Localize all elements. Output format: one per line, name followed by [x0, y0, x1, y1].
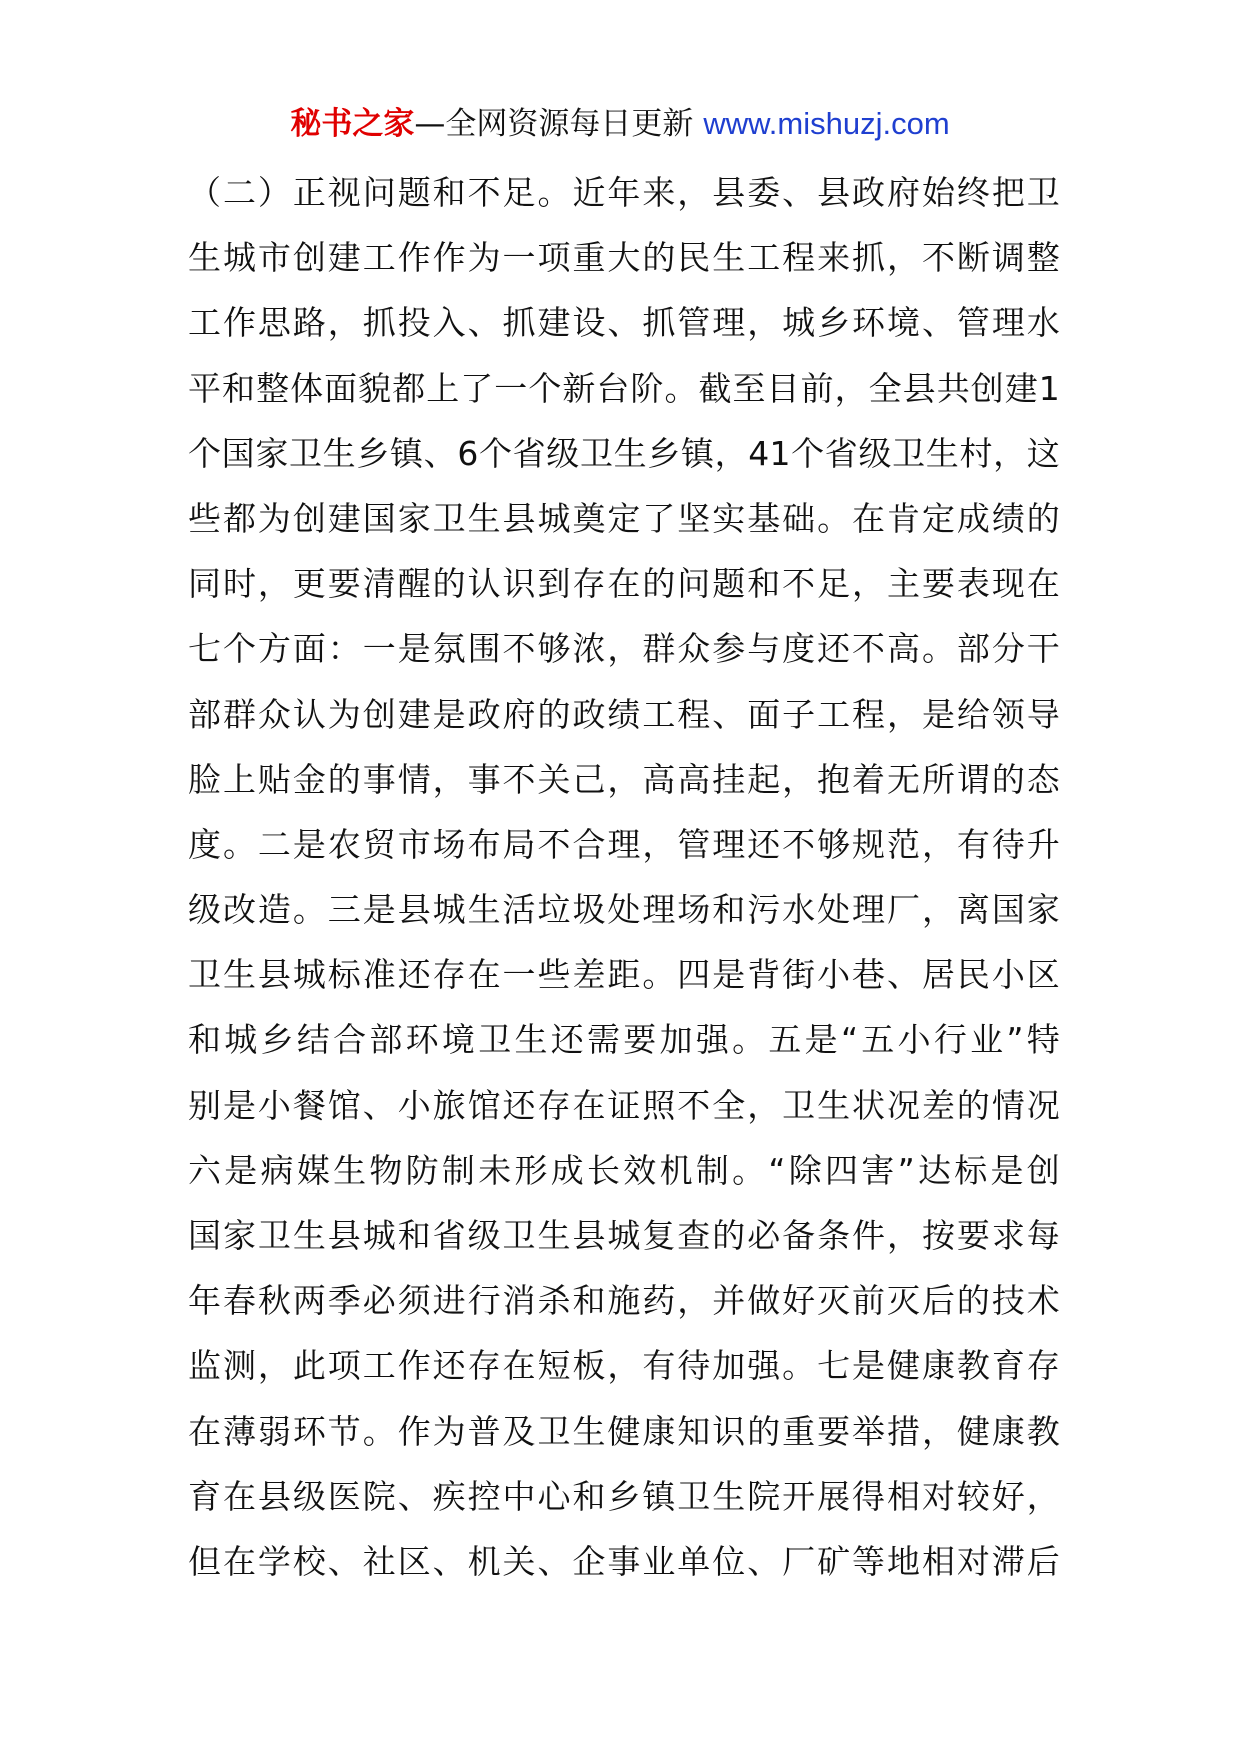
body-line-9: 部群众认为创建是政府的政绩工程、面子工程，是给领导	[188, 694, 1060, 734]
body-line-6: 些都为创建国家卫生县城奠定了坚实基础。在肯定成绩的	[188, 498, 1060, 538]
body-line-17: 国家卫生县城和省级卫生县城复查的必备条件，按要求每	[188, 1216, 1060, 1255]
body-line-19: 监测，此项工作还存在短板，有待加强。七是健康教育存	[188, 1346, 1060, 1386]
body-line-1: （二）正视问题和不足。近年来，县委、县政府始终把卫	[188, 173, 1060, 212]
body-line-18: 年春秋两季必须进行消杀和施药，并做好灭前灭后的技术	[188, 1281, 1060, 1321]
body-line-20: 在薄弱环节。作为普及卫生健康知识的重要举措，健康教	[188, 1411, 1060, 1451]
header-tagline: —全网资源每日更新	[414, 106, 694, 142]
body-line-8: 七个方面：一是氛围不够浓，群众参与度还不高。部分干	[188, 629, 1060, 669]
body-line-11: 度。二是农贸市场布局不合理，管理还不够规范，有待升	[188, 824, 1060, 864]
body-line-15: 别是小餐馆、小旅馆还存在证照不全，卫生状况差的情况	[188, 1085, 1060, 1125]
body-line-12: 级改造。三是县城生活垃圾处理场和污水处理厂，离国家	[188, 890, 1060, 930]
body-line-10: 脸上贴金的事情，事不关己，高高挂起，抱着无所谓的态	[188, 759, 1060, 799]
page-header	[0, 102, 1240, 146]
body-line-13: 卫生县城标准还存在一些差距。四是背街小巷、居民小区	[188, 955, 1060, 995]
header-brand: 秘书之家	[290, 106, 415, 142]
body-line-2: 生城市创建工作作为一项重大的民生工程来抓，不断调整	[188, 238, 1060, 278]
body-line-5: 个国家卫生乡镇、6个省级卫生乡镇，41个省级卫生村，这	[188, 433, 1060, 473]
document-body	[188, 160, 1060, 1594]
body-line-3: 工作思路，抓投入、抓建设、抓管理，城乡环境、管理水	[188, 303, 1060, 343]
body-line-7: 同时，更要清醒的认识到存在的问题和不足，主要表现在	[188, 564, 1060, 604]
body-line-22: 但在学校、社区、机关、企事业单位、厂矿等地相对滞后	[188, 1541, 1060, 1581]
body-line-16: 六是病媒生物防制未形成长效机制。“除四害”达标是创	[188, 1150, 1060, 1190]
header-url-link[interactable]: www.mishuzj.com	[703, 106, 950, 141]
body-line-4: 平和整体面貌都上了一个新台阶。截至目前，全县共创建1	[188, 368, 1060, 408]
body-line-14: 和城乡结合部环境卫生还需要加强。五是“五小行业”特	[188, 1020, 1060, 1060]
body-line-21: 育在县级医院、疾控中心和乡镇卫生院开展得相对较好，	[188, 1476, 1060, 1516]
